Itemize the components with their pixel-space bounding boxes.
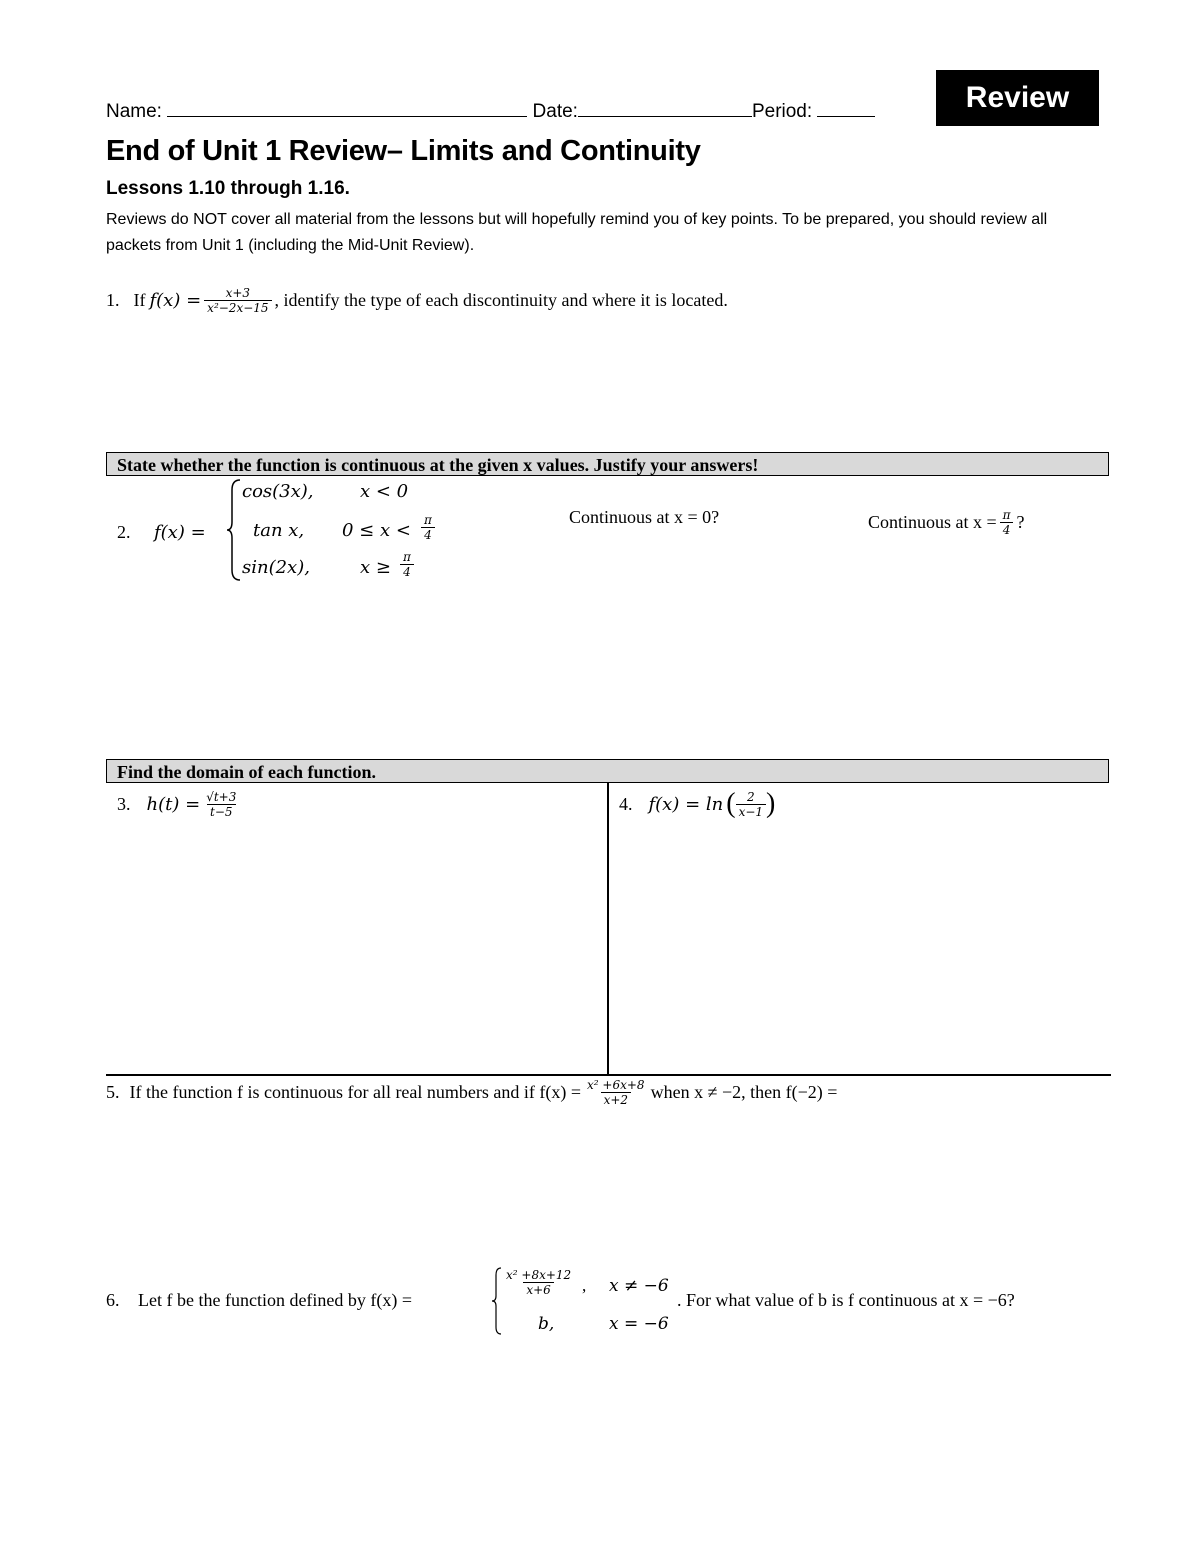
q2-func: f(x) =	[154, 522, 206, 543]
q1-denominator: x²−2x−15	[204, 300, 271, 315]
q5-fraction	[584, 1078, 648, 1107]
four-digit: 4	[400, 564, 414, 579]
domain-column-divider	[607, 783, 609, 1074]
q3-func: h(t) =	[146, 794, 201, 815]
q3-number: 3.	[117, 794, 131, 814]
header-line	[106, 100, 875, 123]
q6-lead: Let f be the function defined by f(x) =	[138, 1290, 413, 1310]
pi-symbol: π	[403, 550, 411, 564]
brace-icon	[491, 1266, 503, 1336]
q2-case-3-cond: x ≥	[360, 557, 391, 578]
q3-numerator: √t+3	[206, 790, 237, 804]
question-5	[106, 1078, 837, 1107]
section-domain-header: Find the domain of each function.	[106, 759, 1109, 783]
q4-denominator: x−1	[736, 804, 766, 819]
q2-ask-1: Continuous at x = 0?	[569, 507, 720, 527]
question-1	[106, 286, 728, 315]
q6-case-1-frac	[503, 1268, 574, 1297]
q5-number: 5.	[106, 1082, 120, 1102]
q6-brace	[491, 1266, 503, 1341]
name-label: Name:	[106, 101, 162, 122]
q3-fraction	[203, 790, 239, 819]
q1-fraction	[204, 286, 271, 315]
q2-case-3-expr: sin(2x),	[242, 557, 310, 578]
q2-ask-2-frac	[1000, 508, 1014, 537]
four-digit: 4	[421, 527, 435, 542]
q2-case-2-cond: 0 ≤ x <	[342, 520, 411, 541]
q2-case-1-cond: x < 0	[360, 481, 409, 502]
q2-ask-2-tail: ?	[1016, 512, 1025, 532]
right-paren: )	[766, 788, 776, 819]
q6-tail: . For what value of b is f continuous at x = −6?	[677, 1290, 1015, 1310]
q1-lead: If	[133, 290, 146, 310]
q4-fraction	[736, 790, 766, 819]
q6-case-1-cond: x ≠ −6	[609, 1276, 669, 1296]
q5-numerator: x² +6x+8	[587, 1078, 645, 1092]
q2-case-1-expr: cos(3x),	[242, 481, 314, 502]
q1-func: f(x) =	[149, 290, 202, 311]
intro-paragraph: Reviews do NOT cover all material from the lessons but will hopefully remind you of key points. To be prepared, you should review all packets from Unit 1 (including the Mid-Unit Review).	[106, 211, 1048, 254]
q1-number: 1.	[106, 290, 120, 310]
date-label: Date:	[532, 101, 578, 122]
page-title: End of Unit 1 Review– Limits and Continuity	[106, 135, 701, 167]
question-4	[619, 788, 775, 820]
section-continuity-header: State whether the function is continuous at the given x values. Justify your answers!	[106, 452, 1109, 476]
q4-numerator: 2	[746, 789, 755, 804]
period-blank[interactable]	[817, 100, 875, 117]
pi-symbol: π	[424, 513, 432, 527]
q2-case-2-frac	[421, 513, 435, 542]
brace-icon	[226, 478, 242, 582]
q6-case-2-expr: b,	[538, 1314, 555, 1334]
q4-func: f(x) = ln	[648, 793, 724, 815]
q2-ask-2	[868, 508, 1025, 537]
q2-case-2-expr: tan x,	[253, 520, 305, 541]
q2-ask-2-lead: Continuous at x =	[868, 512, 997, 532]
lessons-subtitle: Lessons 1.10 through 1.16.	[106, 178, 350, 199]
review-badge: Review	[936, 70, 1099, 126]
q4-number: 4.	[619, 793, 633, 814]
pi-symbol: π	[1002, 508, 1011, 522]
q1-tail: , identify the type of each discontinuity and where it is located.	[274, 290, 728, 310]
date-blank[interactable]	[578, 100, 752, 117]
q2-number: 2.	[117, 522, 131, 542]
q3-denominator: t−5	[207, 804, 236, 819]
q6-case-2-cond: x = −6	[609, 1314, 669, 1334]
q6-comma: ,	[582, 1276, 587, 1295]
question-3	[117, 790, 242, 819]
q5-denominator: x+2	[601, 1092, 631, 1107]
name-blank[interactable]	[167, 100, 527, 117]
q5-tail: when x ≠ −2, then f(−2) =	[650, 1082, 838, 1102]
q6-case-1-numerator: x² +8x+12	[506, 1268, 572, 1282]
q2-case-3-frac	[400, 550, 414, 579]
period-label: Period:	[751, 101, 813, 122]
left-paren: (	[726, 788, 736, 819]
q6-number: 6.	[106, 1290, 120, 1310]
q2-brace	[226, 478, 242, 587]
q5-lead: If the function f is continuous for all real numbers and if f(x) =	[129, 1082, 582, 1102]
q6-case-1-denominator: x+6	[523, 1282, 553, 1297]
four-digit: 4	[1000, 522, 1014, 537]
domain-bottom-rule	[106, 1074, 1111, 1076]
q1-numerator: x+3	[225, 286, 251, 300]
